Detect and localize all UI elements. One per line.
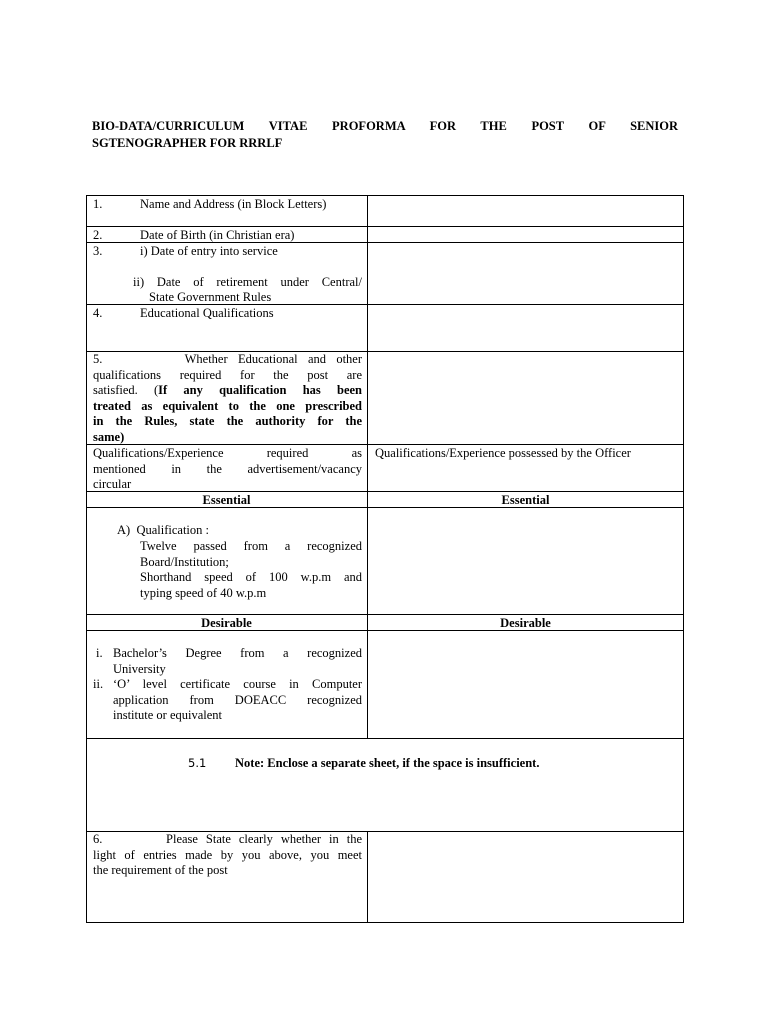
- row-4-label: Educational Qualifications: [140, 306, 274, 320]
- essential-right-header: Essential: [501, 493, 550, 507]
- desirable-ii-line-3: institute or equivalent: [113, 708, 223, 722]
- row-5-line-4: treated as equivalent to the one prescribed: [93, 398, 362, 413]
- meets-requirement-field[interactable]: [369, 833, 682, 921]
- row-5-label: [93, 352, 362, 445]
- row-divider: [86, 738, 684, 739]
- essential-possessed-field[interactable]: [369, 509, 682, 613]
- note-number: 5.1: [188, 756, 207, 770]
- desirable-possessed-field[interactable]: [369, 632, 682, 737]
- desirable-right-header: Desirable: [500, 616, 551, 630]
- row-1-label: Name and Address (in Block Letters): [140, 197, 327, 211]
- note-text: Note: Enclose a separate sheet, if the space is insufficient.: [235, 756, 540, 770]
- row-4-number: 4.: [93, 306, 103, 320]
- row-1-number: 1.: [93, 197, 103, 211]
- essential-left-header: Essential: [202, 493, 251, 507]
- desirable-left-header: Desirable: [201, 616, 252, 630]
- row-2-number: 2.: [93, 228, 103, 242]
- requirements-line-3: circular: [93, 477, 132, 491]
- row-6-line-3: the requirement of the post: [93, 863, 228, 877]
- row-5-line-3-bold: If any qualification has been: [158, 383, 362, 397]
- educational-qualifications-field[interactable]: [369, 306, 682, 350]
- requirements-header: [93, 446, 362, 493]
- qualification-line-1: Twelve passed from a recognized: [140, 539, 362, 553]
- desirable-i-text: [113, 646, 362, 677]
- row-5-line-3-plain: satisfied. (: [93, 383, 159, 397]
- requirements-line-2: mentioned in the advertisement/vacancy: [93, 461, 362, 476]
- row-3-label-ii-line-1: ii) Date of retirement under Central/: [133, 275, 362, 289]
- possessed-header: Qualifications/Experience possessed by the Officer: [375, 446, 631, 460]
- service-dates-field[interactable]: [369, 244, 682, 303]
- qualification-heading: A) Qualification :: [117, 523, 209, 537]
- column-divider: [367, 195, 368, 738]
- row-6-label: [93, 832, 362, 879]
- form-title: [92, 118, 678, 152]
- date-of-birth-field[interactable]: [369, 228, 682, 241]
- desirable-ii-line-1: ‘O’ level certificate course in Computer: [113, 677, 362, 691]
- row-5-line-1: 5. Whether Educational and other: [93, 352, 362, 366]
- qualification-line-2: Board/Institution;: [140, 554, 229, 569]
- row-divider: [86, 614, 684, 615]
- name-address-field[interactable]: [369, 197, 682, 224]
- row-5-line-6: same): [93, 429, 125, 444]
- row-3-number: 3.: [93, 244, 103, 258]
- row-5-line-2: qualifications required for the post are: [93, 367, 362, 382]
- qualification-line-4: typing speed of 40 w.p.m: [140, 585, 267, 600]
- desirable-ii-text: [113, 677, 362, 724]
- row-3-label-i: i) Date of entry into service: [140, 244, 278, 258]
- row-6-line-2: light of entries made by you above, you meet: [93, 847, 362, 862]
- desirable-ii-number: ii.: [93, 677, 104, 691]
- row-2-label: Date of Birth (in Christian era): [140, 228, 295, 242]
- row-3-label-ii-line-2: State Government Rules: [149, 290, 272, 304]
- row-5-line-5: in the Rules, state the authority for the: [93, 414, 362, 428]
- title-line-1: BIO-DATA/CURRICULUM VITAE PROFORMA FOR THE POST OF SENIOR: [92, 119, 678, 133]
- qualifications-satisfied-field[interactable]: [369, 353, 682, 443]
- requirements-line-1: Qualifications/Experience required as: [93, 446, 362, 460]
- desirable-i-number: i.: [96, 646, 103, 660]
- qualification-details: [140, 539, 362, 601]
- desirable-i-line-1: Bachelor’s Degree from a recognized: [113, 646, 362, 660]
- row-3-label-ii: [133, 275, 362, 291]
- row-divider: [86, 226, 684, 227]
- desirable-i-line-2: University: [113, 661, 166, 676]
- title-line-2: SGTENOGRAPHER FOR RRRLF: [92, 136, 283, 150]
- desirable-ii-line-2: application from DOEACC recognized: [113, 692, 362, 707]
- column-divider: [367, 831, 368, 923]
- row-6-line-1: 6. Please State clearly whether in the: [93, 832, 362, 846]
- qualification-line-3: Shorthand speed of 100 w.p.m and: [140, 570, 362, 584]
- row-5-line-3: [93, 383, 362, 399]
